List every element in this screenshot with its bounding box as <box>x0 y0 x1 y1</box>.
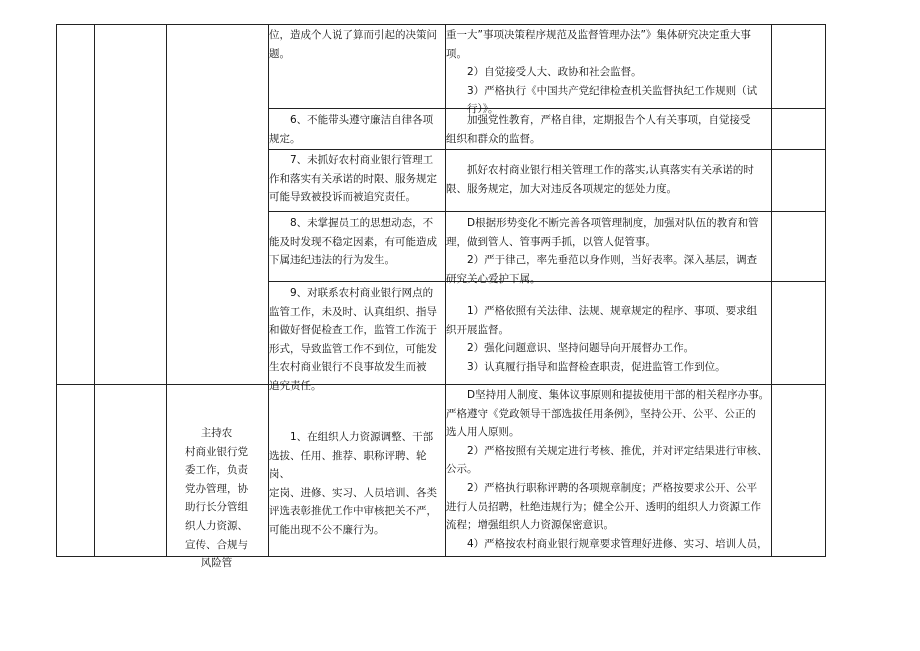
measure-cell <box>446 302 771 376</box>
col-border <box>771 24 772 557</box>
measure-cell <box>446 386 771 553</box>
measure-text: 进行人员招聘，杜绝违规行为；健全公开、透明的组织人力资源工作 <box>446 500 761 513</box>
row-border <box>56 24 826 25</box>
col-border <box>56 24 57 557</box>
measure-text: 项。 <box>446 47 467 60</box>
risk-text: 6、不能带头遵守廉洁自律各项 <box>269 114 434 126</box>
risk-text: 题。 <box>269 47 290 60</box>
duty-text: 村商业银行党 <box>185 445 248 458</box>
risk-text: 作和落实有关承诺的时限、服务规定 <box>269 172 437 185</box>
measure-cell <box>446 214 771 288</box>
duty-text: 主持农 <box>200 427 233 439</box>
measure-text: 2）自觉接受人大、政协和社会监督。 <box>446 66 642 79</box>
risk-text: 可能出现不公不廉行为。 <box>269 523 385 536</box>
risk-text: 形式，导致监管工作不到位，可能发 <box>269 342 437 355</box>
measure-text: 选人用人原则。 <box>446 426 520 439</box>
risk-cell <box>269 111 445 148</box>
risk-text: 选拔、任用、推荐、职称评聘、轮岗、 <box>269 449 427 481</box>
risk-cell <box>269 151 445 207</box>
measure-cell <box>446 111 771 148</box>
duty-text: 党办管理，协 <box>185 482 248 495</box>
duty-text: 织人力资源、 <box>185 519 248 532</box>
measure-text: 抓好农村商业银行相关管理工作的落实,认真落实有关承诺的时 <box>446 164 754 176</box>
risk-text: 能及时发现不稳定因素，有可能造成 <box>269 235 437 248</box>
row-border <box>268 211 826 212</box>
measure-text: 严格遵守《党政领导干部选拔任用条例》，坚持公开、公平、公正的 <box>446 407 756 420</box>
risk-text: 监管工作，未及时、认真组织、指导 <box>269 305 437 318</box>
duty-text: 助行长分管组 <box>185 501 248 514</box>
measure-text: 理，做到管人、管事两手抓，以管人促管事。 <box>446 235 656 248</box>
measure-text: 2）强化问题意识、坚持问题导向开展督办工作。 <box>446 342 695 355</box>
measure-text: 重一大”事项决策程序规范及监督管理办法”》集体研究决定重大事 <box>446 29 751 41</box>
risk-text: 位，造成个人说了算而引起的决策问 <box>269 29 437 41</box>
risk-text: 定岗、进修、实习、人员培训、各类 <box>269 486 437 499</box>
measure-text: 4）严格按农村商业银行规章要求管理好进修、实习、培训人员， <box>446 537 768 550</box>
duty-text: 风险管 <box>200 557 233 570</box>
measure-text: 3）严格执行《中国共产党纪律检查机关监督执纪工作规则（试 <box>446 84 758 97</box>
risk-text: 7、未抓好农村商业银行管理工 <box>269 154 434 166</box>
risk-text: 1、在组织人力资源调整、干部 <box>269 431 434 443</box>
risk-text: 生农村商业银行不良事故发生而被 <box>269 361 427 374</box>
risk-cell <box>269 428 445 540</box>
measure-text: 限、服务规定，加大对违反各项规定的惩处力度。 <box>446 182 677 195</box>
risk-text: 下属违纪违法的行为发生。 <box>269 254 395 267</box>
measure-text: 组织和群众的监督。 <box>446 132 541 145</box>
risk-text: 和做好督促检查工作，监管工作流于 <box>269 324 437 337</box>
col-border <box>825 24 826 557</box>
measure-text: 2）严于律己，率先垂范以身作则，当好表率。深入基层，调查 <box>446 254 758 267</box>
measure-cell <box>446 161 771 198</box>
risk-text: 可能导致被投诉而被追究责任。 <box>269 191 416 204</box>
row-border <box>268 149 826 150</box>
risk-text: 8、未掌握员工的思想动态，不 <box>269 217 434 229</box>
measure-text: 3）认真履行指导和监督检查职责，促进监管工作到位。 <box>446 360 726 373</box>
risk-text: 规定。 <box>269 132 301 145</box>
risk-text: 9、对联系农村商业银行网点的 <box>269 287 434 299</box>
measure-text: 行）》。 <box>446 103 499 116</box>
risk-cell <box>269 26 445 63</box>
risk-text: 追究责任。 <box>269 379 322 392</box>
measure-text: D坚持用人制度、集体议事原则和提拔使用干部的相关程序办事。 <box>446 389 770 401</box>
duty-text: 宣传、合规与 <box>185 538 248 551</box>
measure-text: 2）严格按照有关规定进行考核、推优，并对评定结果进行审核、 <box>446 444 768 457</box>
measure-text: 研究关心爱护下属。 <box>446 272 541 285</box>
col-border <box>94 24 95 557</box>
risk-table <box>56 24 826 570</box>
measure-cell <box>446 26 771 119</box>
measure-text: 流程；增强组织人力资源保密意识。 <box>446 519 614 532</box>
risk-text: 评选表彰推优工作中审核把关不严， <box>269 505 437 518</box>
measure-text: 加强党性教育，严格自律，定期报告个人有关事项，自觉接受 <box>446 114 751 126</box>
measure-text: 1）严格依照有关法律、法规、规章规定的程序、事项、要求组 <box>446 305 758 317</box>
measure-text: 公示。 <box>446 463 478 476</box>
measure-text: 织开展监督。 <box>446 323 509 336</box>
duty-cell <box>167 424 266 573</box>
risk-cell <box>269 284 445 396</box>
measure-text: 2）严格执行职称评聘的各项规章制度；严格按要求公开、公平 <box>446 481 758 494</box>
duty-text: 委工作，负责 <box>185 464 248 477</box>
risk-cell <box>269 214 445 270</box>
measure-text: D根据形势变化不断完善各项管理制度，加强对队伍的教育和管 <box>446 217 759 229</box>
